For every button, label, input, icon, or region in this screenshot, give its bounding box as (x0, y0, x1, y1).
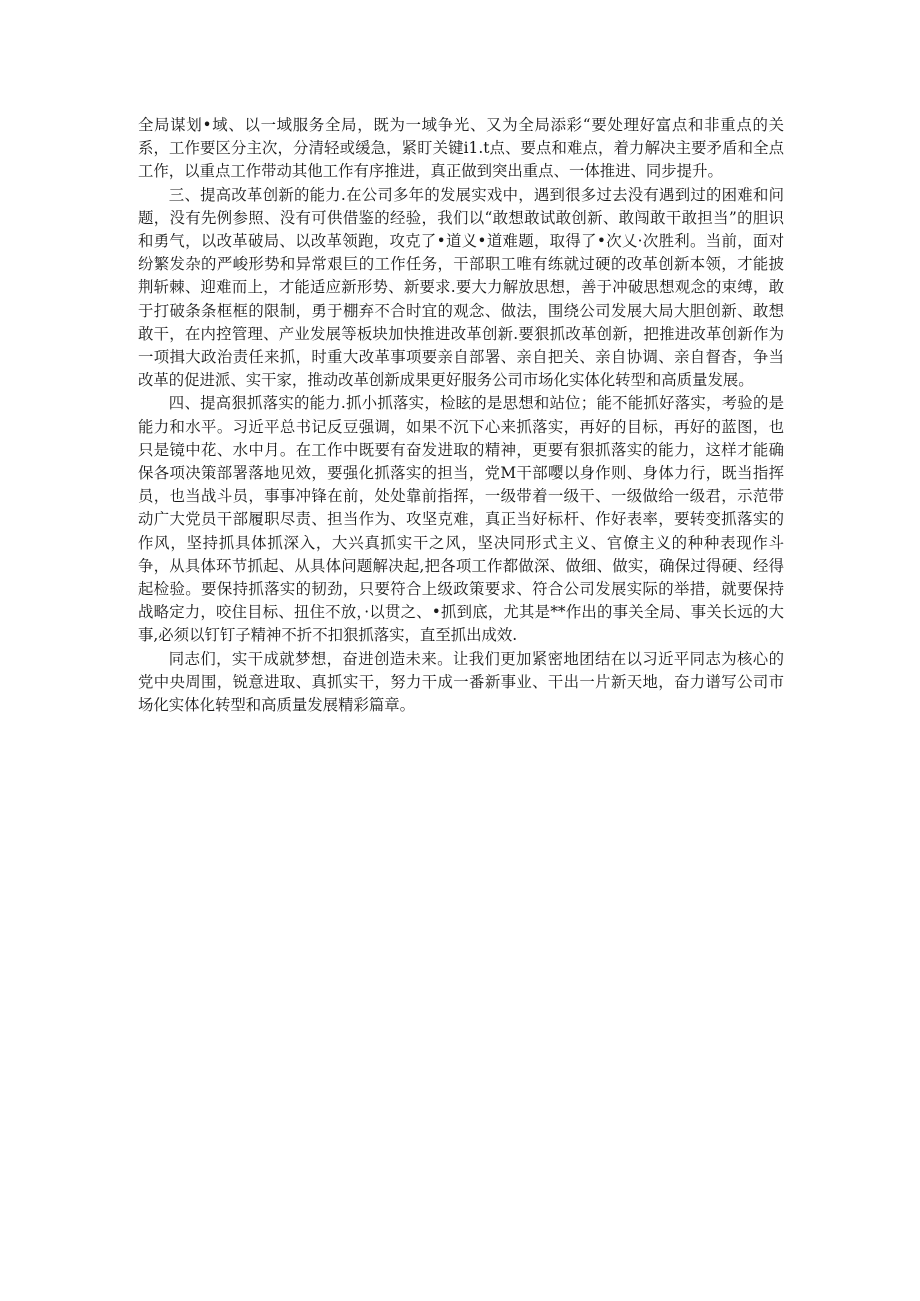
paragraph-continuation: 全局谋划•域、以一域服务全局，既为一域争光、又为全局添彩“要处理好富点和非重点的关系，工作要区分主次，分清轻或缓急，紧盯关键i1.t点、要点和难点，着力解决主要矛盾和全点工作，以重点工作带动其他工作有序推进，真正做到突出重点、一体推进、同步提升。 (138, 116, 784, 181)
paragraph-closing: 同志们，实干成就梦想，奋进创造未来。让我们更加紧密地团结在以习近平同志为核心的党中央周围，锐意进取、真抓实干，努力干成一番新事业、干出一片新天地，奋力谱写公司市场化实体化转型和高质量发展精彩篇章。 (138, 649, 784, 715)
document-body (138, 114, 784, 717)
paragraph-reform-innovation: 三、提高改革创新的能力.在公司多年的发展实戏中，遇到很多过去没有遇到过的困难和问题，没有先例参照、没有可供借鉴的经验，我们以“敢想敢试敢创新、敢闯敢干敢担当”的胆识和勇气，以改革破局、以改革领跑，攻克了•道义•道难题，取得了•次乂·次胜利。当前，面对纷繁发杂的严峻形势和异常艰巨的工作任务，干部职工唯有练就过硬的改革创新本领，才能披荆斩棘、迎难而上，才能适应新形势、新要求.要大力解放思想，善于冲破思想观念的束缚，敢于打破条条框框的限制，勇于棚弃不合时宜的观念、做法，围绕公司发展大局大胆创新、敢想敢干，在内控管理、产业发展等板块加快推进改革创新.要狠抓改革创新，把推进改革创新作为一项揖大政治责任来抓，时重大改革事项要亲自部署、亲自把关、亲自协调、亲自督杳，争当改革的促进派、实干家，推动改革创新成果更好服务公司市场化实体化转型和高质量发展。 (138, 185, 784, 390)
paragraph-implementation: 四、提高狠抓落实的能力.抓小抓落实，检眩的是思想和站位；能不能抓好落实，考验的是能力和水平。习近平总书记反豆强调，如果不沉下心来抓落实，再好的目标，再好的蓝图，也只是镜中花、水中月。在工作中既要有奋发进取的精神，更要有狠抓落实的能力，这样才能确保各项决策部署落地见效，要强化抓落实的担当，党M干部嘤以身作则、身体力行，既当指挥员，也当战斗员，事事冲锋在前，处处靠前指挥，一级带着一级干、一级做给一级君，示范带动广大党员干部履职尽责、担当作为、攻坚克难，真正当好标杆、作好表率，要转变抓落实的作风，坚持抓具体抓深入，大兴真抓实干之风，坚决同形式主义、官僚主义的种种表现作斗争，从具体环节抓起、从具体问题解决起,把各项工作都做深、做细、做实，确保过得硬、经得起检验。要保持抓落实的韧劲，只要符合上级政策要求、符合公司发展实际的举措，就要保持战略定力，咬住目标、扭住不放，·以贯之、•抓到底，尤其是**作出的事关全局、事关长远的大事,必须以钉钉子精神不折不扣狠抓落实，直至抓出成效. (138, 394, 784, 645)
